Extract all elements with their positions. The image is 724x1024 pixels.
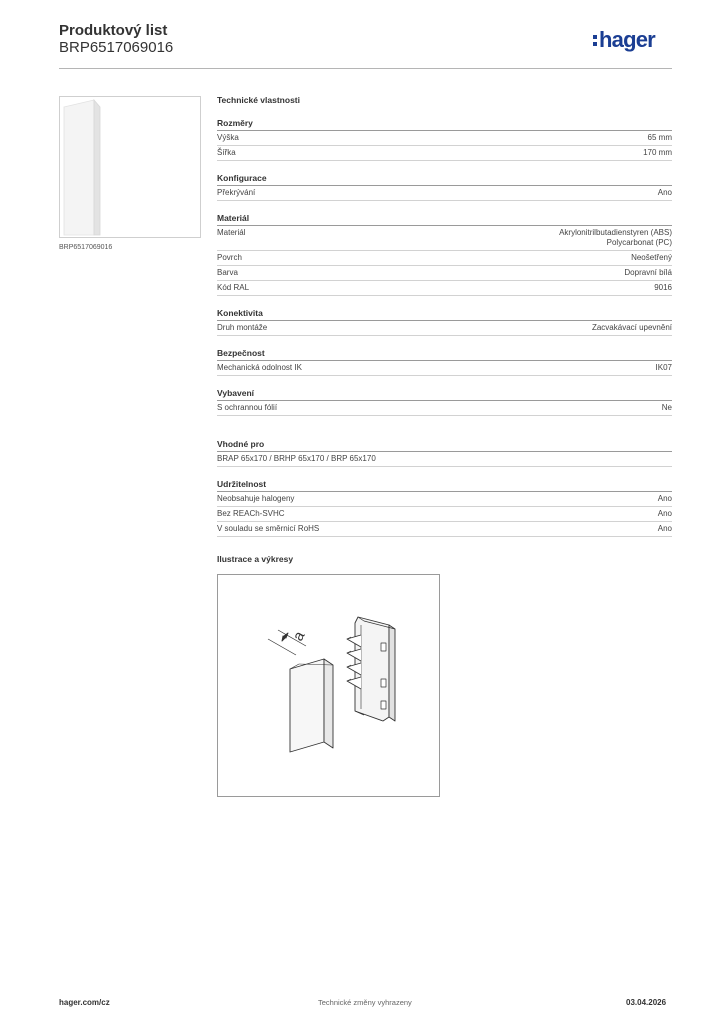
property-label: Neobsahuje halogeny [217, 494, 295, 503]
property-label: Druh montáže [217, 323, 268, 332]
technical-drawing-svg [218, 575, 439, 796]
product-image [59, 96, 201, 238]
section-title: Udržitelnost [217, 478, 672, 492]
property-value: Ano [657, 188, 672, 197]
logo-wordmark: hager [599, 27, 655, 52]
section-safety [217, 347, 672, 376]
property-value: Dopravní bílá [624, 268, 672, 277]
section-equipment [217, 387, 672, 416]
property-value: Ano [657, 509, 672, 518]
property-row [217, 452, 672, 467]
property-label: Materiál [217, 228, 246, 237]
page-title: Produktový list [59, 22, 168, 39]
section-sustainability [217, 478, 672, 537]
property-row [217, 321, 672, 336]
dimension-label: a [289, 628, 309, 644]
product-code: BRP6517069016 [59, 39, 174, 56]
section-title: Vhodné pro [217, 438, 672, 452]
property-value-line: Polycarbonat (PC) [606, 238, 672, 247]
property-value: Zacvakávací upevnění [591, 323, 672, 332]
section-title: Materiál [217, 212, 672, 226]
property-value: Ano [657, 494, 672, 503]
property-row [217, 522, 672, 537]
property-value: IK07 [655, 363, 672, 372]
section-material [217, 212, 672, 296]
property-row [217, 266, 672, 281]
property-value: 170 mm [643, 148, 672, 157]
property-label: Kód RAL [217, 283, 250, 292]
header-divider [59, 68, 672, 69]
property-row [217, 281, 672, 296]
footer-website: hager.com/cz [59, 998, 110, 1007]
logo-dot-top [593, 35, 597, 39]
property-label: Mechanická odolnost IK [217, 363, 302, 372]
property-label: S ochrannou fólií [217, 403, 278, 412]
property-label: Výška [217, 133, 239, 142]
technical-properties [217, 94, 672, 537]
section-title: Vybavení [217, 387, 672, 401]
property-value: Ne [661, 403, 672, 412]
property-row [217, 186, 672, 201]
illustrations-heading: Ilustrace a výkresy [217, 554, 294, 564]
product-image-drawing [60, 97, 200, 237]
property-row [217, 146, 672, 161]
property-row [217, 251, 672, 266]
section-title: Rozměry [217, 117, 672, 131]
property-row [217, 507, 672, 522]
footer-date: 03.04.2026 [626, 998, 667, 1007]
property-value: Ano [657, 524, 672, 533]
property-value: Neošetřený [631, 253, 672, 262]
property-value: 65 mm [647, 133, 672, 142]
property-label: Barva [217, 268, 238, 277]
property-row [217, 131, 672, 146]
section-title: Konfigurace [217, 172, 672, 186]
property-label: BRAP 65x170 / BRHP 65x170 / BRP 65x170 [217, 454, 376, 463]
property-label: Šířka [217, 148, 236, 157]
property-value [559, 228, 672, 248]
section-dimensions [217, 117, 672, 161]
property-label: Povrch [217, 253, 242, 262]
hager-logo [592, 26, 676, 54]
property-label: V souladu se směrnicí RoHS [217, 524, 320, 533]
property-value-line: Akrylonitrilbutadienstyren (ABS) [559, 228, 672, 237]
property-row [217, 401, 672, 416]
section-suitable-for [217, 438, 672, 467]
footer-notice: Technické změny vyhrazeny [318, 998, 412, 1007]
property-row [217, 361, 672, 376]
property-row [217, 492, 672, 507]
logo-dot-bottom [593, 42, 597, 46]
technical-drawing [217, 574, 440, 797]
property-value: 9016 [654, 283, 672, 292]
property-label: Bez REACh-SVHC [217, 509, 285, 518]
section-title: Bezpečnost [217, 347, 672, 361]
property-label: Překrývání [217, 188, 256, 197]
product-image-caption: BRP6517069016 [59, 244, 113, 251]
property-row [217, 226, 672, 251]
technical-properties-heading: Technické vlastnosti [217, 95, 300, 105]
section-configuration [217, 172, 672, 201]
section-connectivity [217, 307, 672, 336]
section-title: Konektivita [217, 307, 672, 321]
